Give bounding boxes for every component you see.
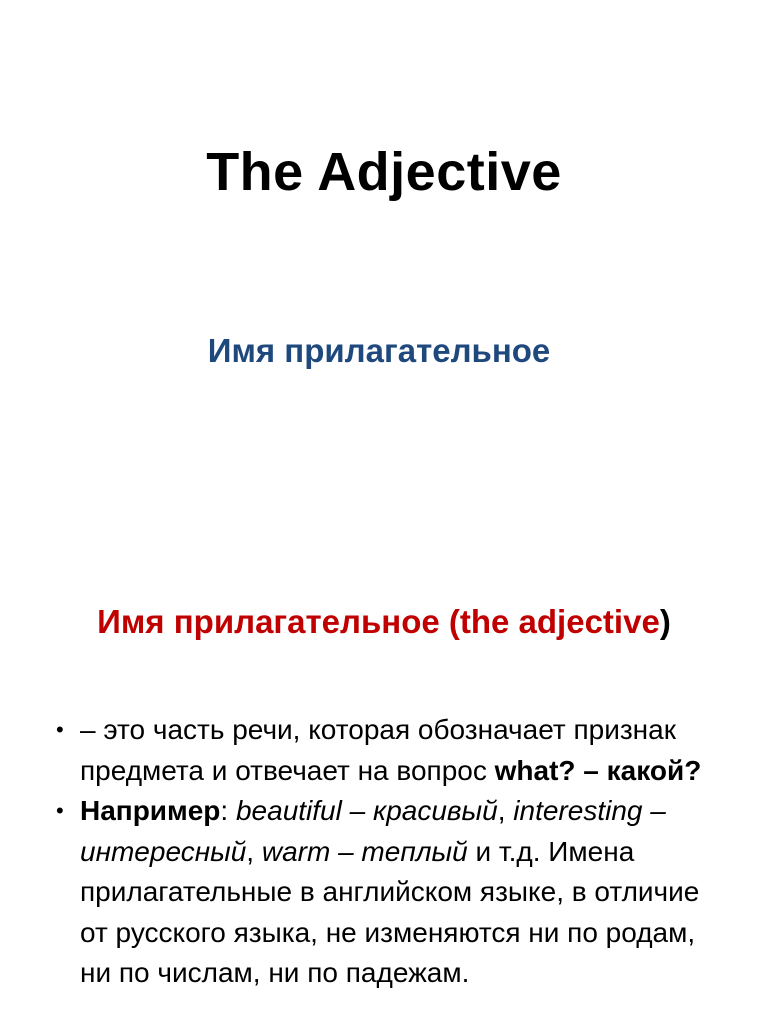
example-separator-2: , [246, 835, 262, 867]
definition-question: what? – какой? [494, 754, 702, 786]
slide-title: The Adjective [206, 142, 562, 202]
slide-subtitle: Имя прилагательное [207, 332, 551, 369]
section-heading-close-paren: ) [659, 603, 671, 640]
section-heading-text: Имя прилагательное (the adjective [97, 603, 660, 640]
example-lead: Например [80, 795, 221, 826]
example-colon: : [220, 795, 236, 826]
definition-bullet [80, 710, 730, 791]
example-explanation: и т.д. Имена прилагательные в английском языке, в отличие от русского языка, не изменяются ни по родам, ни по числам, ни по падежам. [80, 835, 700, 988]
example-warm: warm – теплый [261, 835, 468, 867]
example-separator-1: , [497, 795, 514, 826]
example-beautiful: beautiful – красивый [235, 795, 498, 826]
definition-text: – это часть речи, которая обозначает признак предмета и отвечает на вопрос [80, 714, 676, 786]
section-heading [0, 600, 768, 644]
definition-bullet-list [80, 710, 730, 994]
example-interesting: interesting – интересный [80, 795, 666, 867]
example-bullet [80, 791, 730, 994]
